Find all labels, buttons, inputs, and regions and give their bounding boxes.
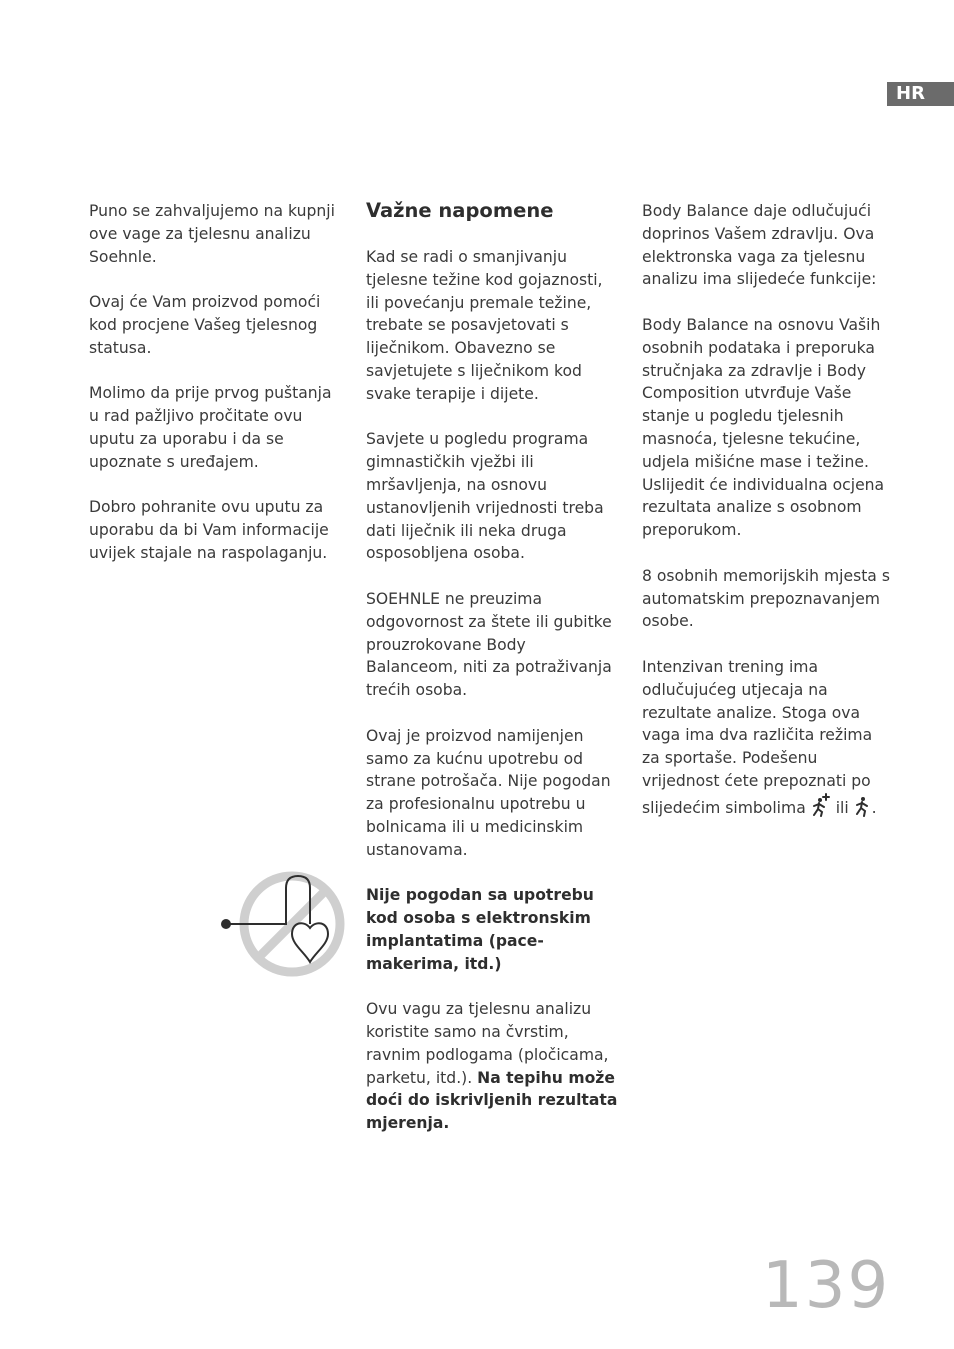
functions-paragraph-4 [642, 656, 894, 824]
notes-paragraph-4: Ovaj je proizvod namijenjen samo za kućnu upotrebu od strane potrošača. Nije pogodan za profesionalnu upotrebu u bolnicama ili u medicinskim ustanovama. [366, 726, 611, 859]
carpet-warning: Na tepihu može doći do iskrivljenih rezultata mjerenja. [366, 1068, 618, 1133]
pacemaker-warning: Nije pogodan sa upotrebu kod osoba s elektronskim implantatima (pace-makerima, itd.) [366, 886, 594, 973]
page-number: 139 [762, 1249, 891, 1323]
athlete-mode-text: Intenzivan trening ima odlučujućeg utjecaja na rezultate analize. Stoga ova vaga ima dva različita režima za sportaše. Podešenu vrijednost ćete prepoznati po slijedećim simbolima [642, 657, 873, 817]
notes-paragraph-5 [366, 998, 618, 1135]
functions-paragraph-1: Body Balance daje odlučujući doprinos Vašem zdravlju. Ova elektronska vaga za tjelesnu analizu ima slijedeće funkcije: [642, 202, 877, 289]
notes-paragraph-1: Kad se radi o smanjivanju tjelesne težine kod gojaznosti, ili povećanju premale težine, trebate se posavjetovati s liječnikom. Obavezno se savjetujete s liječnikom kod svake terapije i dijete. [366, 248, 603, 403]
notes-paragraph-2: Savjete u pogledu programa gimnastičkih vježbi ili mršavljenja, na osnovu ustanovljenih vrijednosti treba dati liječnik ili neka druga osposobljena osoba. [366, 430, 604, 563]
notes-paragraph-3: SOEHNLE ne preuzima odgovornost za štete ili gubitke prouzrokovane Body Balanceom, niti za potraživanja trećih osoba. [366, 589, 612, 700]
important-notes-column [366, 200, 618, 1158]
intro-paragraph-2: Ovaj će Vam proizvod pomoći kod procjene Vašeg tjelesnog statusa. [89, 293, 321, 357]
functions-column [642, 200, 894, 846]
functions-paragraph-2: Body Balance na osnovu Vaših osobnih podataka i preporuka stručnjaka za zdravlje i Body Composition utvrđuje Vaše stanje u pogledu tjelesnih masnoća, tjelesne tekućine, udjela mišićne mase i težine. Uslijedit će individualna ocjena rezultata analize s osobnom preporukom. [642, 315, 885, 540]
functions-paragraph-3: 8 osobnih memorijskih mjesta s automatskim prepoznavanjem osobe. [642, 566, 890, 631]
period-text: . [871, 798, 877, 817]
or-text: ili [830, 798, 854, 817]
language-tab: HR [887, 82, 954, 106]
section-heading: Važne napomene [366, 199, 554, 222]
athlete-plus-icon [811, 793, 831, 824]
intro-paragraph-3: Molimo da prije prvog puštanja u rad pažljivo pročitate ovu uputu za uporabu i da se upoznate s uređajem. [89, 384, 332, 471]
no-pacemaker-icon [218, 868, 348, 984]
surface-note: Ovu vagu za tjelesnu analizu koristite samo na čvrstim, ravnim podlogama (pločicama, parketu, itd.). [366, 1000, 609, 1087]
intro-paragraph-1: Puno se zahvaljujemo na kupnji ove vage za tjelesnu analizu Soehnle. [89, 202, 335, 266]
intro-column [89, 200, 339, 588]
athlete-icon [854, 795, 872, 824]
intro-paragraph-4: Dobro pohranite ovu uputu za uporabu da bi Vam informacije uvijek stajale na raspolaganju. [89, 498, 329, 562]
